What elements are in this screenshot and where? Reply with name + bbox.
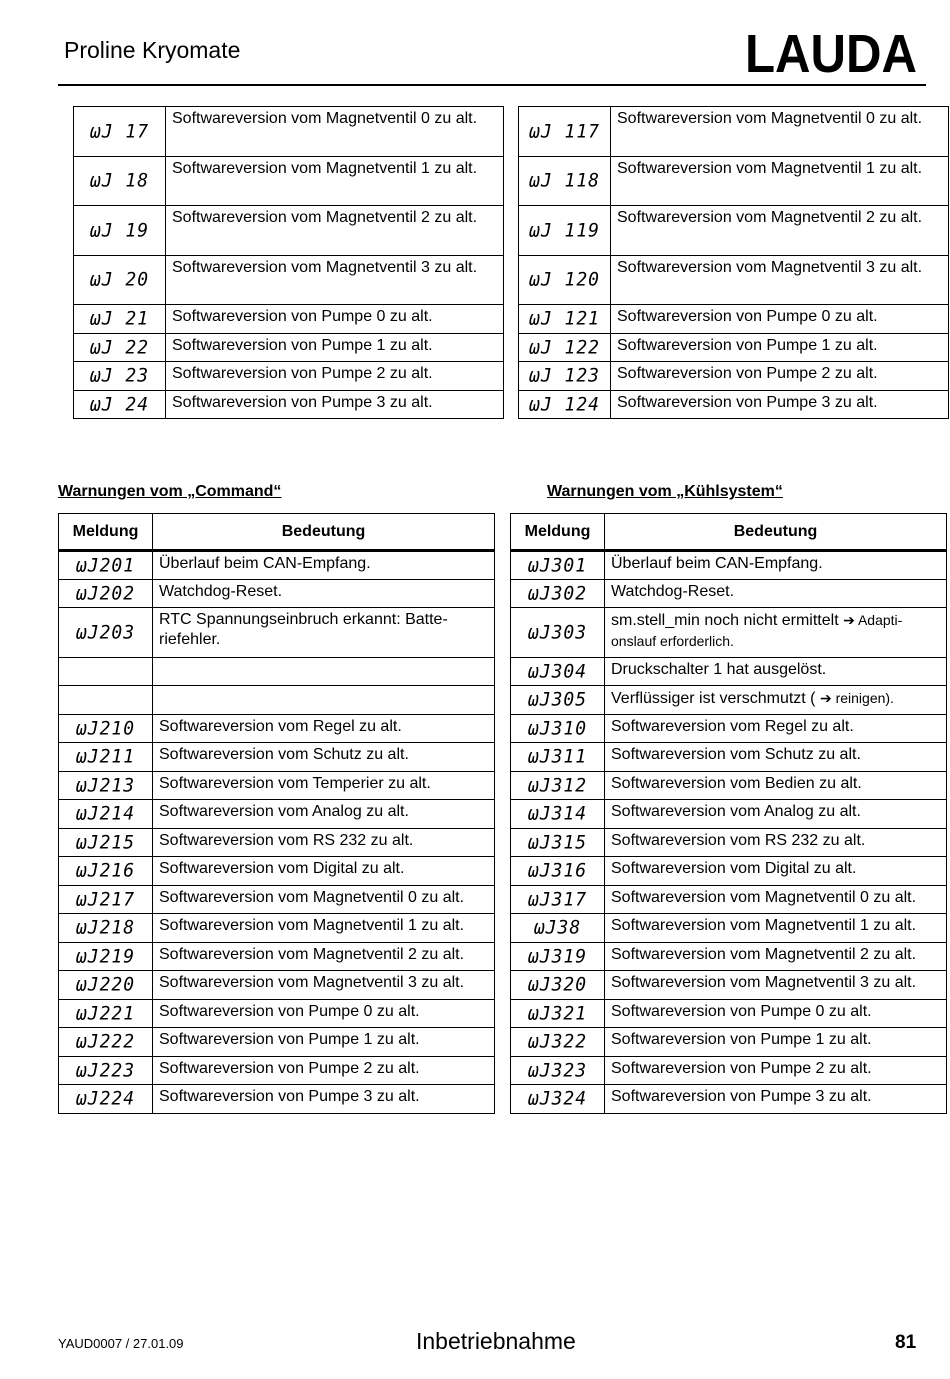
warning-description: Softwareversion vom Regel zu alt. [159, 717, 402, 735]
warning-description-cell [166, 390, 504, 419]
warning-code-cell [511, 857, 605, 886]
warning-code: ωJ221 [75, 1002, 136, 1025]
table-row [511, 1028, 947, 1057]
table-top-right [518, 106, 949, 419]
warning-code: ωJ220 [75, 973, 136, 996]
warning-code-cell [59, 857, 153, 886]
warning-description-cell [153, 771, 495, 800]
warning-description-cell [605, 657, 947, 686]
table-row [511, 914, 947, 943]
warning-code: ωJ 18 [89, 169, 150, 192]
warning-code: ωJ 124 [528, 393, 601, 416]
table-row [519, 390, 949, 419]
warning-code-cell [74, 333, 166, 362]
table-row [59, 714, 495, 743]
warning-code: ωJ211 [75, 745, 136, 768]
warning-description-cell [166, 362, 504, 391]
warning-code: ωJ210 [75, 717, 136, 740]
warning-description: Softwareversion von Pumpe 0 zu alt. [172, 308, 433, 325]
warning-description-cell [153, 942, 495, 971]
warning-description: Softwareversion von Pumpe 2 zu alt. [617, 365, 878, 382]
warning-code: ωJ 119 [528, 219, 601, 242]
warning-description: Softwareversion vom Magnetventil 2 zu alt. [611, 945, 917, 963]
warning-code-cell [511, 743, 605, 772]
warning-code: ωJ310 [527, 717, 588, 740]
table-row [59, 743, 495, 772]
warning-code: ωJ201 [75, 554, 136, 577]
warning-code: ωJ213 [75, 774, 136, 797]
warning-code-cell [59, 828, 153, 857]
warning-description-cell [611, 255, 949, 305]
warning-description-cell [605, 743, 947, 772]
warning-description-cell [153, 885, 495, 914]
column-header-bedeutung: Bedeutung [605, 514, 947, 551]
warning-description: Softwareversion vom Magnetventil 2 zu alt. [617, 209, 923, 226]
warning-code: ωJ312 [527, 774, 588, 797]
warning-code-cell [59, 771, 153, 800]
warning-code: ωJ323 [527, 1059, 588, 1082]
warning-description: Softwareversion vom Digital zu alt. [611, 860, 857, 877]
warning-code: ωJ216 [75, 859, 136, 882]
warning-code-cell [59, 942, 153, 971]
warning-description-cell [605, 857, 947, 886]
warning-description-cell [611, 362, 949, 391]
warning-description-cell [153, 551, 495, 580]
warning-code: ωJ 17 [89, 120, 150, 143]
warning-code: ωJ218 [75, 916, 136, 939]
table-row [511, 828, 947, 857]
warning-description: Softwareversion vom Analog zu alt. [611, 803, 861, 820]
warning-code-cell [74, 255, 166, 305]
table-row [519, 362, 949, 391]
table-command-warnings [58, 513, 495, 1114]
warning-code: ωJ314 [527, 802, 588, 825]
table-row [59, 579, 495, 608]
table-row [59, 971, 495, 1000]
warning-description-cell [166, 107, 504, 157]
warning-code-cell [59, 551, 153, 580]
warning-description: Verflüssiger ist verschmutzt ( [611, 690, 816, 707]
warning-description-cell [605, 885, 947, 914]
section-title-kuehlsystem: Warnungen vom „Kühlsystem“ [547, 483, 783, 500]
warning-code-cell [511, 971, 605, 1000]
warning-description: Softwareversion von Pumpe 1 zu alt. [172, 336, 433, 354]
warning-code: ωJ302 [527, 582, 588, 605]
warning-description-cell [166, 255, 504, 305]
warning-description-cell [153, 714, 495, 743]
warning-code-cell [59, 971, 153, 1000]
warning-code: ωJ 117 [528, 120, 601, 143]
warning-description: Softwareversion vom Magnetventil 0 zu alt. [172, 110, 478, 127]
warning-code: ωJ319 [527, 945, 588, 968]
table-row [59, 551, 495, 580]
warning-code-cell [511, 1028, 605, 1057]
warning-code: ωJ219 [75, 945, 136, 968]
warning-code-cell [519, 206, 611, 256]
warning-code-cell [511, 1085, 605, 1114]
warning-description-cell [153, 914, 495, 943]
warning-description-cell [611, 206, 949, 256]
warning-description-cell [605, 608, 947, 658]
warning-description: Überlauf beim CAN-Empfang. [611, 555, 823, 572]
table-row [59, 857, 495, 886]
warning-code-cell [519, 362, 611, 391]
warning-code-cell [519, 333, 611, 362]
table-row [511, 657, 947, 686]
warning-description: Watchdog-Reset. [611, 582, 735, 600]
table-row [511, 1085, 947, 1114]
warning-description-cell [611, 156, 949, 206]
warning-description: Watchdog-Reset. [159, 582, 283, 600]
warning-description: Softwareversion von Pumpe 1 zu alt. [617, 336, 878, 354]
table-row [59, 608, 495, 658]
warning-code-cell [511, 885, 605, 914]
warning-code-cell [519, 107, 611, 157]
warning-description-cell [605, 942, 947, 971]
warning-description: Softwareversion vom Analog zu alt. [159, 803, 409, 820]
table-row [74, 362, 504, 391]
table-row [74, 206, 504, 256]
warning-code-cell [511, 800, 605, 829]
warning-description-cell [153, 1056, 495, 1085]
warning-description: Softwareversion vom Magnetventil 3 zu alt. [617, 258, 923, 276]
table-row [511, 771, 947, 800]
table-row [59, 686, 495, 715]
warning-description-cell [166, 206, 504, 256]
warning-description: Softwareversion vom Magnetventil 0 zu alt. [611, 888, 917, 906]
warning-description-cell [605, 971, 947, 1000]
warning-description-cell [153, 971, 495, 1000]
warning-description-cell [605, 914, 947, 943]
warning-code: ωJ 123 [528, 364, 601, 387]
warning-code: ωJ324 [527, 1087, 588, 1110]
warning-description: Softwareversion vom Magnetventil 0 zu alt. [159, 888, 465, 906]
warning-code-cell [511, 657, 605, 686]
table-row [74, 333, 504, 362]
warning-description: Softwareversion von Pumpe 3 zu alt. [617, 393, 878, 411]
warning-description: Druckschalter 1 hat ausgelöst. [611, 660, 827, 678]
warning-code-cell [511, 686, 605, 715]
table-row [59, 828, 495, 857]
table-row [59, 771, 495, 800]
warning-code-cell [59, 714, 153, 743]
warning-description-cell [611, 305, 949, 334]
warning-code: ωJ 20 [89, 268, 150, 291]
warning-description: Softwareversion vom Schutz zu alt. [611, 746, 861, 763]
warning-description: Softwareversion vom Magnetventil 0 zu alt. [617, 110, 923, 127]
warning-description-cell [605, 828, 947, 857]
warning-code: ωJ 23 [89, 364, 150, 387]
warning-code-cell [74, 305, 166, 334]
table-row [519, 107, 949, 157]
warning-description-cell [605, 771, 947, 800]
warning-code: ωJ 22 [89, 336, 150, 359]
table-row [59, 999, 495, 1028]
warning-description-cell [611, 107, 949, 157]
warning-description-cell [153, 579, 495, 608]
page-header-title: Proline Kryomate [64, 37, 241, 63]
warning-code-cell [59, 1056, 153, 1085]
warning-description: Softwareversion von Pumpe 2 zu alt. [172, 365, 433, 382]
table-row [59, 1028, 495, 1057]
warning-description: Softwareversion von Pumpe 3 zu alt. [611, 1088, 872, 1105]
column-header-meldung: Meldung [511, 514, 605, 551]
warning-code: ωJ224 [75, 1087, 136, 1110]
warning-description: Softwareversion vom Bedien zu alt. [611, 774, 862, 792]
lauda-logo-text: LAUDA [745, 28, 917, 78]
warning-description: Softwareversion von Pumpe 2 zu alt. [611, 1059, 872, 1077]
warning-code-cell [59, 1028, 153, 1057]
table-row [511, 1056, 947, 1085]
warning-description-cell [153, 828, 495, 857]
warning-code-cell [59, 608, 153, 658]
warning-description-note: ➔ Adapti-onslauf erforderlich. [611, 612, 903, 649]
warning-code-cell [511, 1056, 605, 1085]
warning-code-cell [511, 828, 605, 857]
table-row [511, 885, 947, 914]
warning-description-cell [153, 657, 495, 686]
warning-description-cell [611, 333, 949, 362]
warning-code-cell [59, 657, 153, 686]
warning-code: ωJ320 [527, 973, 588, 996]
warning-code: ωJ 19 [89, 219, 150, 242]
warning-description-cell [153, 608, 495, 658]
warning-description: Softwareversion vom Magnetventil 1 zu alt. [172, 159, 478, 177]
table-row [511, 942, 947, 971]
warning-code: ωJ303 [527, 621, 588, 644]
warning-description: Überlauf beim CAN-Empfang. [159, 555, 371, 572]
table-row [59, 914, 495, 943]
warning-description: Softwareversion vom Magnetventil 3 zu alt. [172, 258, 478, 276]
warning-description: Softwareversion von Pumpe 0 zu alt. [159, 1002, 420, 1020]
warning-description: Softwareversion vom Magnetventil 3 zu alt. [611, 974, 917, 991]
table-row [59, 1085, 495, 1114]
warning-code: ωJ 24 [89, 393, 150, 416]
warning-code: ωJ223 [75, 1059, 136, 1082]
warning-description-cell [153, 743, 495, 772]
warning-code: ωJ301 [527, 554, 588, 577]
table-row [519, 255, 949, 305]
warning-description: Softwareversion von Pumpe 1 zu alt. [159, 1031, 420, 1048]
table-row [511, 857, 947, 886]
warning-code: ωJ311 [527, 745, 588, 768]
warning-description-cell [605, 1056, 947, 1085]
warning-description: Softwareversion vom Magnetventil 2 zu alt. [159, 945, 465, 963]
warning-description-cell [605, 686, 947, 715]
warning-description-cell [605, 551, 947, 580]
warning-code-cell [511, 942, 605, 971]
warning-description-cell [605, 1028, 947, 1057]
warning-code: ωJ 120 [528, 268, 601, 291]
warning-code-cell [59, 999, 153, 1028]
table-row [511, 551, 947, 580]
warning-description: Softwareversion vom Magnetventil 2 zu alt. [172, 209, 478, 226]
table-row [59, 657, 495, 686]
warning-code-cell [74, 206, 166, 256]
table-row [519, 333, 949, 362]
table-row [511, 608, 947, 658]
table-row [59, 942, 495, 971]
table-kuehlsystem-warnings [510, 513, 947, 1114]
warning-description: Softwareversion vom Magnetventil 1 zu alt. [611, 917, 917, 934]
warning-code: ωJ317 [527, 888, 588, 911]
warning-code-cell [511, 914, 605, 943]
warning-description-cell [605, 1085, 947, 1114]
warning-description-cell [605, 800, 947, 829]
warning-code: ωJ215 [75, 831, 136, 854]
warning-code-cell [74, 156, 166, 206]
table-row [74, 305, 504, 334]
warning-code-cell [59, 800, 153, 829]
warning-code-cell [59, 1085, 153, 1114]
table-row [511, 579, 947, 608]
table-row [511, 999, 947, 1028]
table-row [519, 206, 949, 256]
warning-code-cell [511, 551, 605, 580]
warning-description-cell [166, 305, 504, 334]
table-row [519, 305, 949, 334]
table-row [74, 390, 504, 419]
warning-description: Softwareversion vom Magnetventil 1 zu alt. [159, 917, 465, 934]
warning-code: ωJ203 [75, 621, 136, 644]
table-row [511, 743, 947, 772]
table-row [74, 156, 504, 206]
warning-code-cell [511, 771, 605, 800]
warning-description-cell [605, 714, 947, 743]
warning-description: Softwareversion vom Magnetventil 3 zu alt. [159, 974, 465, 991]
warning-code-cell [59, 743, 153, 772]
warning-description-cell [153, 686, 495, 715]
footer-page-number: 81 [895, 1332, 917, 1353]
warning-description: RTC Spannungseinbruch erkannt: Batte-riefehler. [159, 611, 448, 648]
table-row [74, 255, 504, 305]
warning-code-cell [511, 999, 605, 1028]
table-top-left [73, 106, 504, 419]
warning-code-cell [519, 390, 611, 419]
warning-code: ωJ321 [527, 1002, 588, 1025]
warning-description-cell [153, 999, 495, 1028]
warning-code: ωJ214 [75, 802, 136, 825]
table-row [59, 885, 495, 914]
warning-description-cell [153, 1028, 495, 1057]
warning-description: Softwareversion von Pumpe 0 zu alt. [617, 308, 878, 325]
warning-code: ωJ305 [527, 688, 588, 711]
warning-description: Softwareversion von Pumpe 0 zu alt. [611, 1002, 872, 1020]
warning-description: Softwareversion vom Temperier zu alt. [159, 774, 431, 792]
table-row [59, 1056, 495, 1085]
warning-description-cell [166, 333, 504, 362]
warning-code-cell [59, 914, 153, 943]
warning-description: Softwareversion von Pumpe 3 zu alt. [159, 1088, 420, 1105]
warning-description: Softwareversion vom Magnetventil 1 zu alt. [617, 159, 923, 177]
warning-description-cell [166, 156, 504, 206]
warning-code: ωJ322 [527, 1030, 588, 1053]
warning-code: ωJ222 [75, 1030, 136, 1053]
warning-description: Softwareversion von Pumpe 2 zu alt. [159, 1059, 420, 1077]
warning-code: ωJ 121 [528, 307, 601, 330]
section-title-command: Warnungen vom „Command“ [58, 483, 282, 500]
warning-code-cell [511, 579, 605, 608]
header-divider [58, 84, 926, 86]
warning-description-cell [153, 1085, 495, 1114]
warning-code-cell [74, 390, 166, 419]
warning-description: Softwareversion vom RS 232 zu alt. [611, 831, 866, 849]
warning-description: Softwareversion von Pumpe 1 zu alt. [611, 1031, 872, 1048]
warning-description: Softwareversion vom Regel zu alt. [611, 717, 854, 735]
warning-code: ωJ304 [527, 660, 588, 683]
warning-code: ωJ315 [527, 831, 588, 854]
lauda-logo [744, 28, 918, 78]
warning-code: ωJ217 [75, 888, 136, 911]
warning-code-cell [74, 107, 166, 157]
table-row [74, 107, 504, 157]
footer-section-title: Inbetriebnahme [416, 1328, 576, 1354]
warning-code: ωJ38 [533, 916, 582, 939]
table-row [59, 800, 495, 829]
table-row [519, 156, 949, 206]
footer-document-code: YAUD0007 / 27.01.09 [58, 1336, 184, 1351]
warning-description-note: ➔ reinigen). [819, 690, 894, 706]
column-header-bedeutung: Bedeutung [153, 514, 495, 551]
warning-code-cell [59, 686, 153, 715]
warning-code-cell [511, 714, 605, 743]
warning-description-cell [605, 579, 947, 608]
warning-description: Softwareversion vom RS 232 zu alt. [159, 831, 414, 849]
table-row [511, 686, 947, 715]
warning-description: Softwareversion vom Digital zu alt. [159, 860, 405, 877]
warning-description: Softwareversion von Pumpe 3 zu alt. [172, 393, 433, 411]
table-row [511, 971, 947, 1000]
warning-description-cell [153, 857, 495, 886]
warning-description: Softwareversion vom Schutz zu alt. [159, 746, 409, 763]
warning-code-cell [519, 255, 611, 305]
warning-code-cell [519, 156, 611, 206]
warning-description-cell [605, 999, 947, 1028]
warning-code: ωJ202 [75, 582, 136, 605]
table-row [511, 800, 947, 829]
warning-code: ωJ 118 [528, 169, 601, 192]
warning-code-cell [59, 579, 153, 608]
warning-description: sm.stell_min noch nicht ermittelt [611, 612, 839, 629]
warning-code-cell [519, 305, 611, 334]
warning-code-cell [74, 362, 166, 391]
warning-code-cell [59, 885, 153, 914]
warning-code: ωJ 21 [89, 307, 150, 330]
warning-code: ωJ 122 [528, 336, 601, 359]
table-row [511, 714, 947, 743]
column-header-meldung: Meldung [59, 514, 153, 551]
warning-description-cell [153, 800, 495, 829]
warning-code: ωJ316 [527, 859, 588, 882]
warning-description-cell [611, 390, 949, 419]
warning-code-cell [511, 608, 605, 658]
